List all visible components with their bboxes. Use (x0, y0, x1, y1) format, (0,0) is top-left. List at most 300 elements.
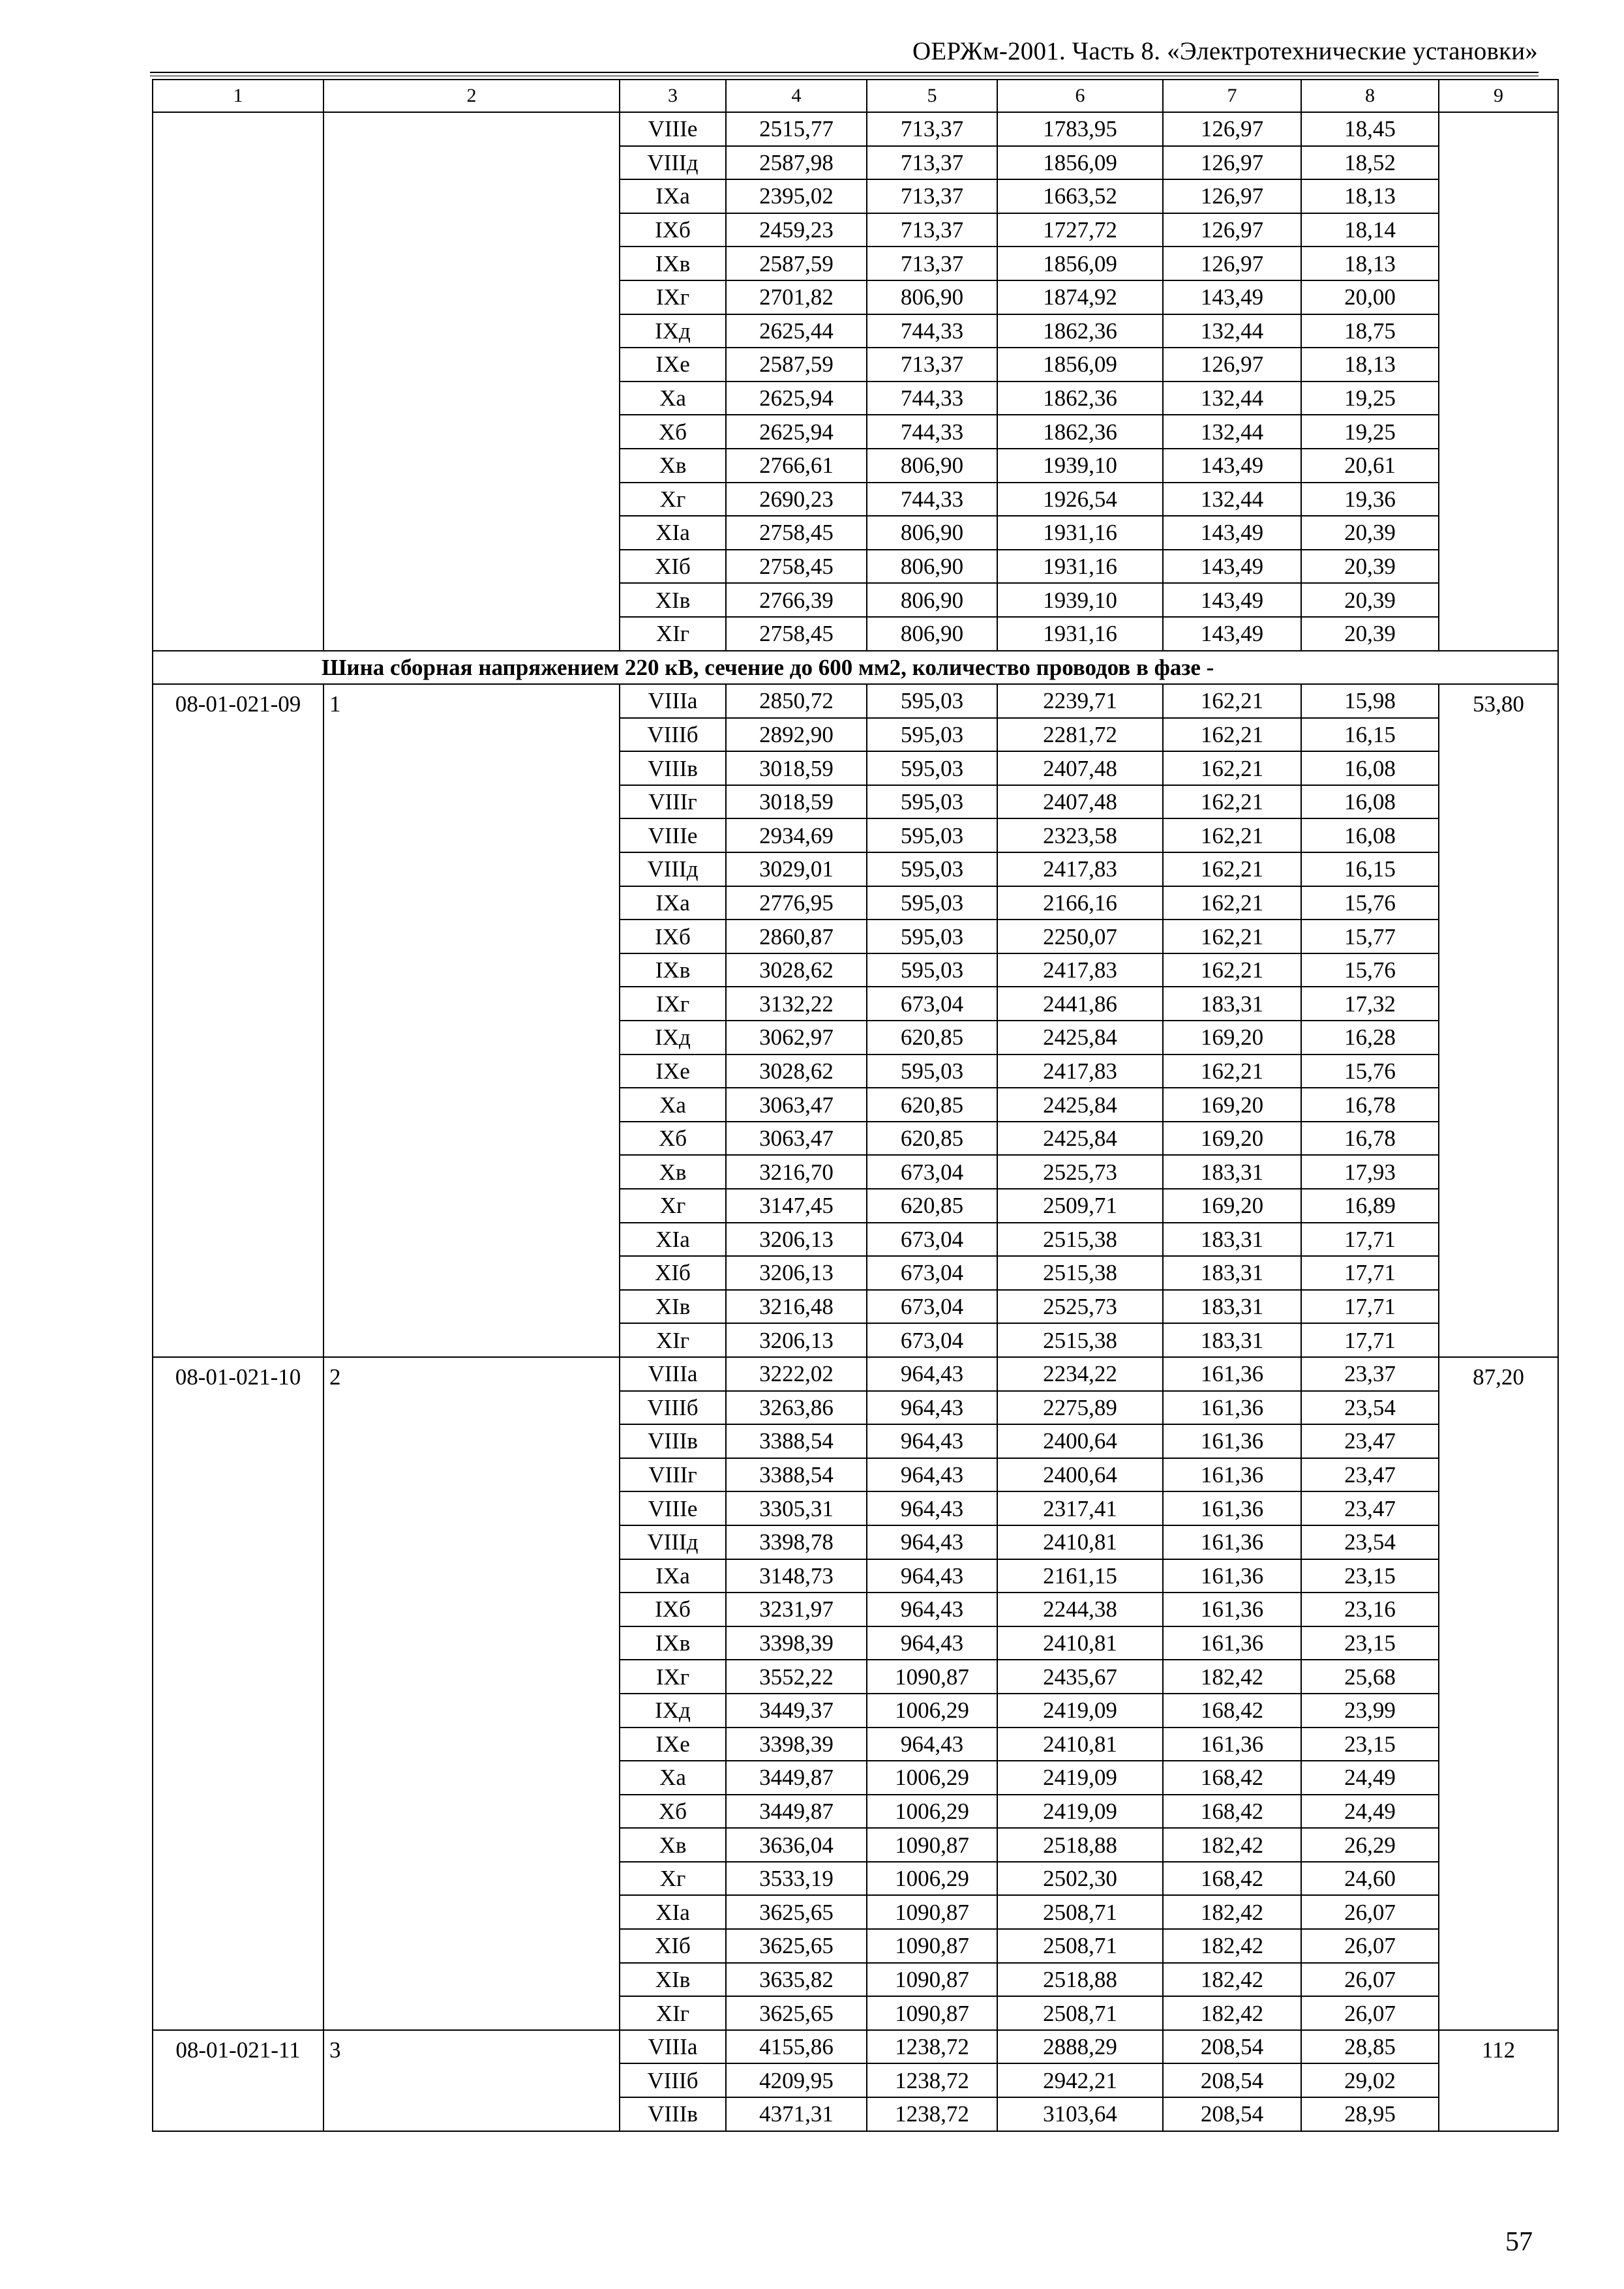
zone-cell: Xa (620, 1761, 726, 1795)
zone-cell: XIб (620, 550, 726, 584)
col9-cell: 53,80 (1439, 684, 1558, 1357)
value-cell: 3398,39 (726, 1728, 867, 1761)
column-number-cell: 6 (997, 80, 1163, 112)
value-cell: 2690,23 (726, 483, 867, 516)
zone-cell: IXв (620, 247, 726, 280)
value-cell: 2758,45 (726, 550, 867, 584)
value-cell: 17,71 (1301, 1323, 1439, 1357)
value-cell: 2515,38 (997, 1323, 1163, 1357)
value-cell: 15,77 (1301, 920, 1439, 953)
zone-cell: VIIIд (620, 146, 726, 180)
value-cell: 1006,29 (867, 1761, 997, 1795)
value-cell: 2525,73 (997, 1155, 1163, 1189)
zone-cell: Xв (620, 1828, 726, 1862)
value-cell: 595,03 (867, 785, 997, 819)
value-cell: 18,13 (1301, 247, 1439, 280)
zone-cell: VIIIв (620, 1424, 726, 1458)
value-cell: 1090,87 (867, 1929, 997, 1963)
value-cell: 4371,31 (726, 2097, 867, 2131)
value-cell: 964,43 (867, 1593, 997, 1626)
value-cell: 168,42 (1163, 1694, 1301, 1728)
value-cell: 2508,71 (997, 1895, 1163, 1929)
value-cell: 2508,71 (997, 1996, 1163, 2030)
value-cell: 1783,95 (997, 112, 1163, 146)
value-cell: 2425,84 (997, 1122, 1163, 1156)
value-cell: 2587,59 (726, 247, 867, 280)
value-cell: 1862,36 (997, 415, 1163, 449)
table-row (153, 2030, 1558, 2064)
value-cell: 183,31 (1163, 1256, 1301, 1290)
value-cell: 964,43 (867, 1728, 997, 1761)
value-cell: 3625,65 (726, 1895, 867, 1929)
value-cell: 162,21 (1163, 953, 1301, 987)
value-cell: 20,39 (1301, 550, 1439, 584)
value-cell: 2515,38 (997, 1256, 1163, 1290)
value-cell: 24,49 (1301, 1795, 1439, 1829)
zone-cell: VIIIe (620, 1491, 726, 1525)
value-cell: 3625,65 (726, 1996, 867, 2030)
zone-cell: IXe (620, 348, 726, 382)
table-row (153, 684, 1558, 718)
value-cell: 964,43 (867, 1458, 997, 1492)
value-cell: 2766,39 (726, 583, 867, 617)
column-number-cell: 8 (1301, 80, 1439, 112)
value-cell: 595,03 (867, 920, 997, 953)
value-cell: 2161,15 (997, 1559, 1163, 1593)
zone-cell: VIIIб (620, 718, 726, 752)
value-cell: 132,44 (1163, 382, 1301, 415)
value-cell: 28,95 (1301, 2097, 1439, 2131)
value-cell: 2410,81 (997, 1728, 1163, 1761)
zone-cell: Xв (620, 1155, 726, 1189)
value-cell: 2417,83 (997, 852, 1163, 886)
zone-cell: XIб (620, 1256, 726, 1290)
value-cell: 143,49 (1163, 550, 1301, 584)
value-cell: 16,89 (1301, 1189, 1439, 1223)
value-cell: 620,85 (867, 1122, 997, 1156)
value-cell: 1006,29 (867, 1694, 997, 1728)
value-cell: 595,03 (867, 718, 997, 752)
value-cell: 2419,09 (997, 1761, 1163, 1795)
value-cell: 182,42 (1163, 1996, 1301, 2030)
value-cell: 143,49 (1163, 449, 1301, 483)
value-cell: 595,03 (867, 852, 997, 886)
value-cell: 2410,81 (997, 1525, 1163, 1559)
value-cell: 132,44 (1163, 415, 1301, 449)
table-row (153, 112, 1558, 146)
value-cell: 16,78 (1301, 1088, 1439, 1122)
value-cell: 17,32 (1301, 987, 1439, 1021)
value-cell: 169,20 (1163, 1088, 1301, 1122)
value-cell: 162,21 (1163, 718, 1301, 752)
value-cell: 19,36 (1301, 483, 1439, 516)
value-cell: 2860,87 (726, 920, 867, 953)
section-row (153, 651, 1558, 685)
zone-cell: IXд (620, 1694, 726, 1728)
value-cell: 16,78 (1301, 1122, 1439, 1156)
value-cell: 161,36 (1163, 1357, 1301, 1391)
value-cell: 143,49 (1163, 516, 1301, 550)
zone-cell: VIIIa (620, 684, 726, 718)
value-cell: 126,97 (1163, 179, 1301, 213)
value-cell: 595,03 (867, 751, 997, 785)
value-cell: 2502,30 (997, 1862, 1163, 1896)
value-cell: 806,90 (867, 550, 997, 584)
value-cell: 673,04 (867, 1223, 997, 1257)
value-cell: 2587,59 (726, 348, 867, 382)
value-cell: 2166,16 (997, 886, 1163, 920)
zone-cell: VIIIв (620, 2097, 726, 2131)
zone-cell: IXб (620, 920, 726, 953)
zone-cell: Xг (620, 1189, 726, 1223)
value-cell: 162,21 (1163, 886, 1301, 920)
value-cell: 126,97 (1163, 213, 1301, 247)
value-cell: 1931,16 (997, 550, 1163, 584)
value-cell: 3216,48 (726, 1290, 867, 1324)
value-cell: 168,42 (1163, 1795, 1301, 1829)
value-cell: 2934,69 (726, 818, 867, 852)
zone-cell: VIIIб (620, 2063, 726, 2097)
col9-cell: 112 (1439, 2030, 1558, 2131)
value-cell: 169,20 (1163, 1189, 1301, 1223)
zone-cell: VIIIa (620, 2030, 726, 2064)
value-cell: 3063,47 (726, 1088, 867, 1122)
document-header-title: ОЕРЖм-2001. Часть 8. «Электротехнические установки» (912, 37, 1538, 65)
value-cell: 208,54 (1163, 2030, 1301, 2064)
value-cell: 673,04 (867, 1323, 997, 1357)
code-cell (153, 112, 323, 651)
wires-cell (323, 112, 620, 651)
zone-cell: IXд (620, 314, 726, 348)
value-cell: 19,25 (1301, 415, 1439, 449)
value-cell: 132,44 (1163, 483, 1301, 516)
value-cell: 15,98 (1301, 684, 1439, 718)
value-cell: 143,49 (1163, 583, 1301, 617)
value-cell: 23,15 (1301, 1626, 1439, 1660)
zone-cell: VIIIв (620, 751, 726, 785)
value-cell: 673,04 (867, 1256, 997, 1290)
column-number-cell: 4 (726, 80, 867, 112)
value-cell: 26,07 (1301, 1963, 1439, 1997)
value-cell: 1926,54 (997, 483, 1163, 516)
value-cell: 23,15 (1301, 1559, 1439, 1593)
value-cell: 2518,88 (997, 1963, 1163, 1997)
zone-cell: VIIIe (620, 112, 726, 146)
zone-cell: IXe (620, 1728, 726, 1761)
value-cell: 20,00 (1301, 280, 1439, 314)
value-cell: 2625,44 (726, 314, 867, 348)
value-cell: 1238,72 (867, 2097, 997, 2131)
value-cell: 1862,36 (997, 314, 1163, 348)
value-cell: 964,43 (867, 1525, 997, 1559)
value-cell: 1931,16 (997, 516, 1163, 550)
value-cell: 24,49 (1301, 1761, 1439, 1795)
value-cell: 2701,82 (726, 280, 867, 314)
value-cell: 2766,61 (726, 449, 867, 483)
value-cell: 595,03 (867, 818, 997, 852)
zone-cell: Xг (620, 1862, 726, 1896)
value-cell: 162,21 (1163, 684, 1301, 718)
value-cell: 2400,64 (997, 1424, 1163, 1458)
section-title: Шина сборная напряжением 220 кВ, сечение до 600 мм2, количество проводов в фазе - (153, 651, 1558, 685)
value-cell: 2281,72 (997, 718, 1163, 752)
wires-cell: 1 (323, 684, 620, 1357)
value-cell: 2425,84 (997, 1021, 1163, 1055)
value-cell: 26,07 (1301, 1895, 1439, 1929)
value-cell: 20,61 (1301, 449, 1439, 483)
page-number: 57 (1505, 2227, 1533, 2257)
value-cell: 806,90 (867, 516, 997, 550)
wires-cell: 2 (323, 1357, 620, 2030)
zone-cell: IXг (620, 987, 726, 1021)
value-cell: 2441,86 (997, 987, 1163, 1021)
value-cell: 1856,09 (997, 348, 1163, 382)
zone-cell: IXб (620, 213, 726, 247)
value-cell: 3147,45 (726, 1189, 867, 1223)
value-cell: 2758,45 (726, 617, 867, 651)
value-cell: 2508,71 (997, 1929, 1163, 1963)
value-cell: 3148,73 (726, 1559, 867, 1593)
zone-cell: VIIIe (620, 818, 726, 852)
value-cell: 3449,87 (726, 1795, 867, 1829)
value-cell: 161,36 (1163, 1391, 1301, 1425)
code-cell: 08-01-021-10 (153, 1357, 323, 2030)
zone-cell: VIIIa (620, 1357, 726, 1391)
value-cell: 4155,86 (726, 2030, 867, 2064)
value-cell: 2417,83 (997, 1055, 1163, 1088)
value-cell: 143,49 (1163, 617, 1301, 651)
value-cell: 126,97 (1163, 247, 1301, 280)
value-cell: 3398,39 (726, 1626, 867, 1660)
value-cell: 595,03 (867, 684, 997, 718)
value-cell: 1931,16 (997, 617, 1163, 651)
value-cell: 1862,36 (997, 382, 1163, 415)
value-cell: 713,37 (867, 112, 997, 146)
column-number-cell: 9 (1439, 80, 1558, 112)
value-cell: 4209,95 (726, 2063, 867, 2097)
value-cell: 806,90 (867, 449, 997, 483)
value-cell: 161,36 (1163, 1728, 1301, 1761)
zone-cell: XIв (620, 1290, 726, 1324)
value-cell: 713,37 (867, 213, 997, 247)
value-cell: 744,33 (867, 483, 997, 516)
value-cell: 162,21 (1163, 852, 1301, 886)
value-cell: 1856,09 (997, 247, 1163, 280)
value-cell: 713,37 (867, 247, 997, 280)
zone-cell: Xб (620, 1122, 726, 1156)
value-cell: 2250,07 (997, 920, 1163, 953)
zone-cell: IXв (620, 953, 726, 987)
value-cell: 161,36 (1163, 1491, 1301, 1525)
value-cell: 19,25 (1301, 382, 1439, 415)
value-cell: 143,49 (1163, 280, 1301, 314)
value-cell: 673,04 (867, 987, 997, 1021)
value-cell: 26,07 (1301, 1929, 1439, 1963)
value-cell: 2758,45 (726, 516, 867, 550)
value-cell: 2515,38 (997, 1223, 1163, 1257)
zone-cell: IXв (620, 1626, 726, 1660)
value-cell: 183,31 (1163, 987, 1301, 1021)
value-cell: 2317,41 (997, 1491, 1163, 1525)
value-cell: 162,21 (1163, 818, 1301, 852)
value-cell: 1939,10 (997, 583, 1163, 617)
value-cell: 1090,87 (867, 1996, 997, 2030)
value-cell: 964,43 (867, 1559, 997, 1593)
value-cell: 161,36 (1163, 1458, 1301, 1492)
value-cell: 162,21 (1163, 1055, 1301, 1088)
value-cell: 3063,47 (726, 1122, 867, 1156)
value-cell: 1090,87 (867, 1895, 997, 1929)
column-number-row (153, 80, 1558, 112)
table-body (153, 80, 1558, 2131)
value-cell: 2892,90 (726, 718, 867, 752)
value-cell: 2850,72 (726, 684, 867, 718)
value-cell: 23,99 (1301, 1694, 1439, 1728)
value-cell: 23,47 (1301, 1458, 1439, 1492)
value-cell: 2395,02 (726, 179, 867, 213)
value-cell: 18,45 (1301, 112, 1439, 146)
value-cell: 595,03 (867, 886, 997, 920)
value-cell: 3398,78 (726, 1525, 867, 1559)
value-cell: 183,31 (1163, 1323, 1301, 1357)
zone-cell: Xa (620, 1088, 726, 1122)
zone-cell: VIIIг (620, 1458, 726, 1492)
zone-cell: Xa (620, 382, 726, 415)
value-cell: 744,33 (867, 314, 997, 348)
zone-cell: XIa (620, 1223, 726, 1257)
value-cell: 162,21 (1163, 785, 1301, 819)
value-cell: 806,90 (867, 617, 997, 651)
value-cell: 161,36 (1163, 1525, 1301, 1559)
value-cell: 3449,37 (726, 1694, 867, 1728)
value-cell: 1856,09 (997, 146, 1163, 180)
value-cell: 620,85 (867, 1189, 997, 1223)
zone-cell: XIг (620, 617, 726, 651)
value-cell: 18,14 (1301, 213, 1439, 247)
value-cell: 2400,64 (997, 1458, 1163, 1492)
column-number-cell: 5 (867, 80, 997, 112)
value-cell: 182,42 (1163, 1963, 1301, 1997)
value-cell: 26,29 (1301, 1828, 1439, 1862)
value-cell: 16,15 (1301, 718, 1439, 752)
value-cell: 28,85 (1301, 2030, 1439, 2064)
value-cell: 20,39 (1301, 617, 1439, 651)
value-cell: 806,90 (867, 583, 997, 617)
value-cell: 3206,13 (726, 1323, 867, 1357)
value-cell: 3625,65 (726, 1929, 867, 1963)
value-cell: 17,71 (1301, 1290, 1439, 1324)
value-cell: 208,54 (1163, 2097, 1301, 2131)
value-cell: 3028,62 (726, 953, 867, 987)
zone-cell: XIв (620, 583, 726, 617)
value-cell: 3206,13 (726, 1256, 867, 1290)
value-cell: 1727,72 (997, 213, 1163, 247)
value-cell: 3635,82 (726, 1963, 867, 1997)
value-cell: 16,08 (1301, 785, 1439, 819)
value-cell: 3132,22 (726, 987, 867, 1021)
value-cell: 16,08 (1301, 818, 1439, 852)
value-cell: 16,08 (1301, 751, 1439, 785)
value-cell: 744,33 (867, 415, 997, 449)
value-cell: 16,15 (1301, 852, 1439, 886)
column-number-cell: 3 (620, 80, 726, 112)
value-cell: 1090,87 (867, 1963, 997, 1997)
value-cell: 182,42 (1163, 1929, 1301, 1963)
value-cell: 2323,58 (997, 818, 1163, 852)
value-cell: 2888,29 (997, 2030, 1163, 2064)
value-cell: 182,42 (1163, 1660, 1301, 1694)
value-cell: 1663,52 (997, 179, 1163, 213)
value-cell: 2407,48 (997, 751, 1163, 785)
value-cell: 713,37 (867, 146, 997, 180)
value-cell: 2515,77 (726, 112, 867, 146)
value-cell: 17,71 (1301, 1256, 1439, 1290)
zone-cell: IXa (620, 886, 726, 920)
value-cell: 162,21 (1163, 751, 1301, 785)
code-cell: 08-01-021-09 (153, 684, 323, 1357)
value-cell: 964,43 (867, 1491, 997, 1525)
value-cell: 161,36 (1163, 1593, 1301, 1626)
value-cell: 23,47 (1301, 1424, 1439, 1458)
value-cell: 161,36 (1163, 1424, 1301, 1458)
value-cell: 3216,70 (726, 1155, 867, 1189)
value-cell: 595,03 (867, 953, 997, 987)
zone-cell: IXa (620, 1559, 726, 1593)
value-cell: 3533,19 (726, 1862, 867, 1896)
zone-cell: Xг (620, 483, 726, 516)
price-table (152, 79, 1559, 2132)
column-number-cell: 7 (1163, 80, 1301, 112)
value-cell: 2942,21 (997, 2063, 1163, 2097)
zone-cell: IXe (620, 1055, 726, 1088)
value-cell: 183,31 (1163, 1223, 1301, 1257)
zone-cell: IXб (620, 1593, 726, 1626)
value-cell: 2776,95 (726, 886, 867, 920)
zone-cell: Xб (620, 1795, 726, 1829)
value-cell: 620,85 (867, 1021, 997, 1055)
value-cell: 182,42 (1163, 1828, 1301, 1862)
table-row (153, 1357, 1558, 1391)
value-cell: 168,42 (1163, 1761, 1301, 1795)
value-cell: 169,20 (1163, 1122, 1301, 1156)
value-cell: 23,16 (1301, 1593, 1439, 1626)
value-cell: 132,44 (1163, 314, 1301, 348)
value-cell: 18,13 (1301, 179, 1439, 213)
value-cell: 3388,54 (726, 1458, 867, 1492)
value-cell: 3018,59 (726, 751, 867, 785)
zone-cell: VIIIд (620, 1525, 726, 1559)
value-cell: 23,47 (1301, 1491, 1439, 1525)
value-cell: 161,36 (1163, 1626, 1301, 1660)
value-cell: 1238,72 (867, 2063, 997, 2097)
value-cell: 15,76 (1301, 886, 1439, 920)
value-cell: 2435,67 (997, 1660, 1163, 1694)
column-number-cell: 1 (153, 80, 323, 112)
value-cell: 964,43 (867, 1357, 997, 1391)
value-cell: 183,31 (1163, 1155, 1301, 1189)
value-cell: 2275,89 (997, 1391, 1163, 1425)
value-cell: 3018,59 (726, 785, 867, 819)
value-cell: 964,43 (867, 1626, 997, 1660)
value-cell: 15,76 (1301, 1055, 1439, 1088)
value-cell: 208,54 (1163, 2063, 1301, 2097)
value-cell: 20,39 (1301, 583, 1439, 617)
zone-cell: Xб (620, 415, 726, 449)
value-cell: 168,42 (1163, 1862, 1301, 1896)
value-cell: 3263,86 (726, 1391, 867, 1425)
value-cell: 2417,83 (997, 953, 1163, 987)
value-cell: 23,15 (1301, 1728, 1439, 1761)
